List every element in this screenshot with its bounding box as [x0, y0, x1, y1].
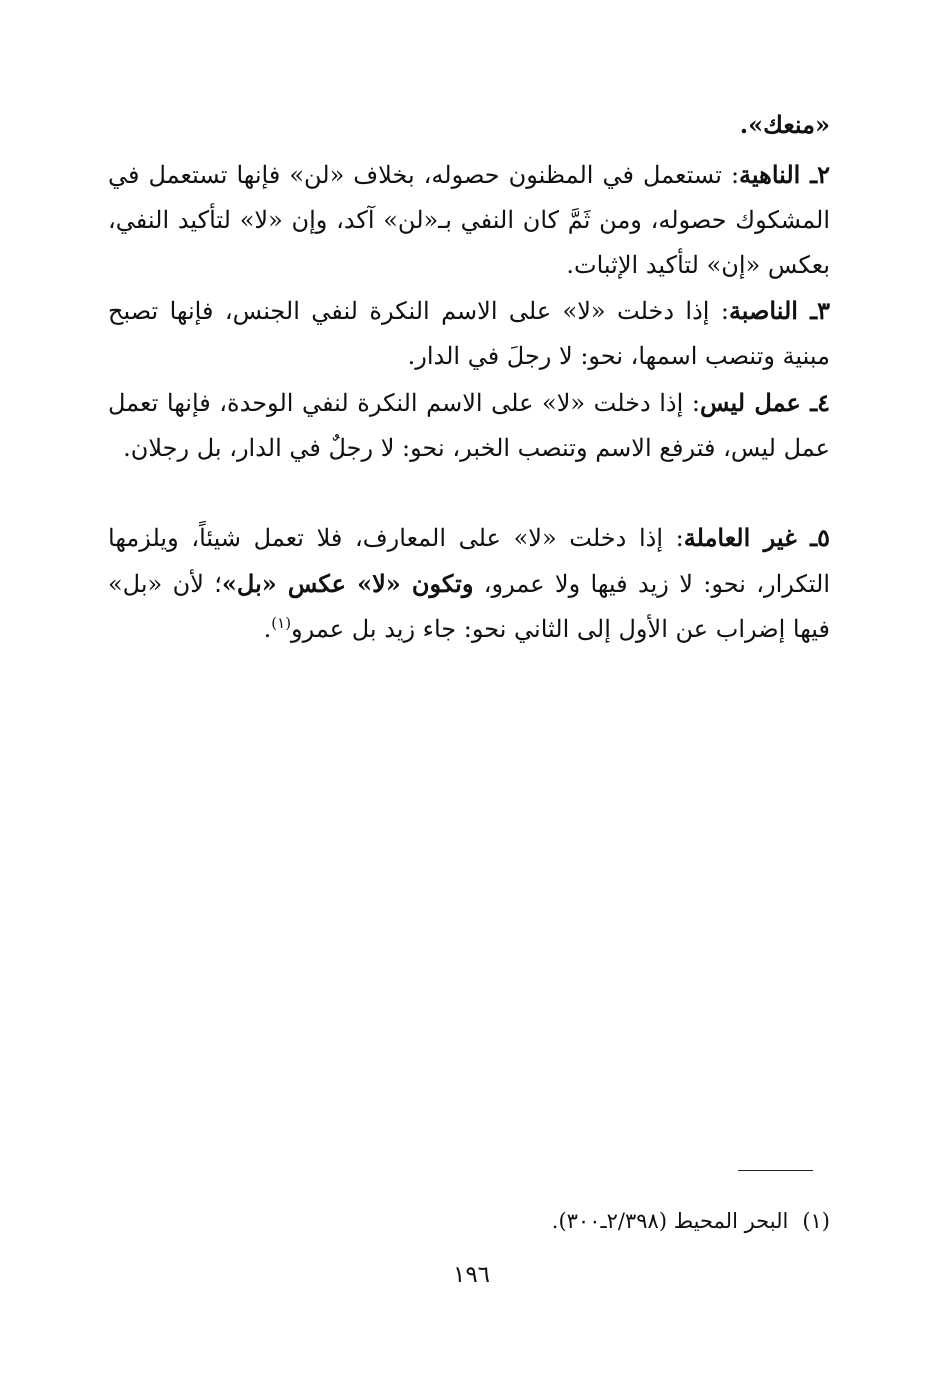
- paragraph-text-after: ؛ لأن «بل» فيها إضراب عن الأول إلى الثاني نحو: جاء زيد بل عمرو: [108, 570, 830, 643]
- paragraph-text: : إذا دخلت «لا» على الاسم النكرة لنفي الوحدة، فإنها تعمل عمل ليس، فترفع الاسم وتنصب الخبر، نحو: لا رجلٌ في الدار، بل رجلان.: [108, 389, 830, 462]
- paragraph-text-end: .: [263, 615, 272, 643]
- paragraph-bold-phrase: وتكون «لا» عكس «بل»: [221, 569, 474, 598]
- footnote: [300, 1205, 830, 1237]
- paragraph-nasiba: [108, 288, 830, 379]
- paragraph-amal-laysa: [108, 380, 830, 471]
- paragraph-label: ٥ـ غير العاملة: [683, 523, 831, 552]
- page-number: ١٩٦: [452, 1262, 491, 1288]
- paragraph-label: ٢ـ الناهية: [739, 160, 831, 189]
- footnote-divider: [738, 1170, 813, 1171]
- paragraph-label: ٣ـ الناصبة: [728, 296, 830, 325]
- opening-line: [108, 102, 830, 148]
- paragraph-text: : إذا دخلت «لا» على الاسم النكرة لنفي الجنس، فإنها تصبح مبنية وتنصب اسمها، نحو: لا رجلَ في الدار.: [108, 297, 830, 370]
- paragraph-text: : تستعمل في المظنون حصوله، بخلاف «لن» فإنها تستعمل في المشكوك حصوله، ومن ثَمَّ كان النفي بـ«لن» آكد، وإن «لا» لتأكيد النفي، بعكس «إن» لتأكيد الإثبات.: [108, 161, 830, 279]
- footnote-reference[interactable]: (١): [271, 614, 292, 632]
- paragraph-label: ٤ـ عمل ليس: [699, 388, 831, 417]
- paragraph-ghayr-amila: [108, 515, 830, 652]
- paragraph-nahiya: [108, 152, 830, 288]
- footnote-text: البحر المحيط (٢/٣٩٨ـ٣٠٠).: [551, 1209, 789, 1233]
- opening-text: «منعك».: [739, 110, 830, 139]
- paragraph-text: : إذا دخلت «لا» على المعارف، فلا تعمل شيئاً، ويلزمها التكرار، نحو: لا زيد فيها ولا عمرو،: [108, 524, 831, 598]
- footnote-number: (١): [802, 1209, 830, 1233]
